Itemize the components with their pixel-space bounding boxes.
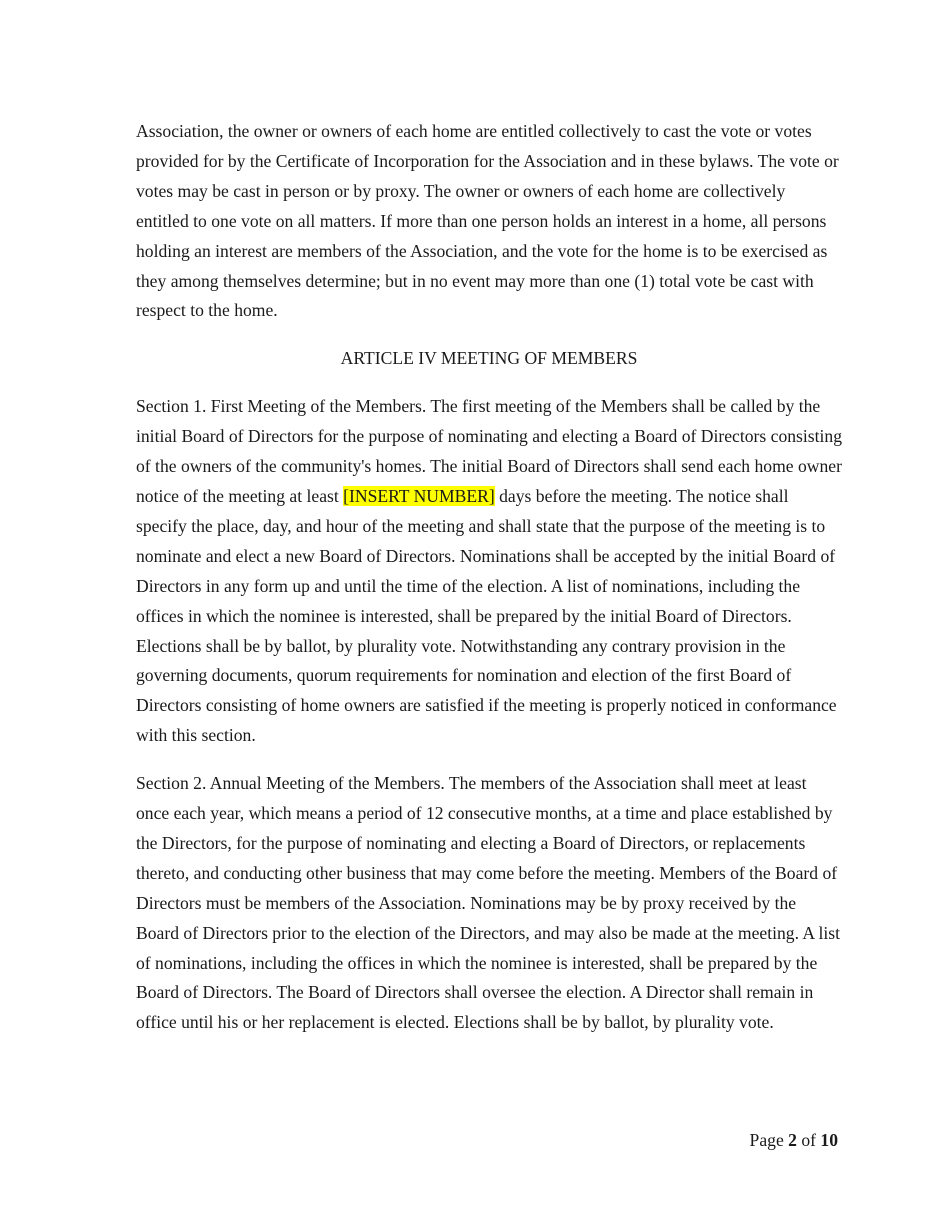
page-body — [136, 117, 842, 1056]
page-label: Page — [749, 1130, 789, 1150]
section-1-text-before: Section 1. First Meeting of the Members. The first meeting of the Members shall be called by the initial Board of Directors for the purpose of nominating and electing a Board of Directors consisting of the owners of the community's homes. The initial Board of Directors shall send each home owner notice of the meeting at least — [136, 396, 843, 506]
total-pages-number: 10 — [820, 1130, 838, 1150]
article-heading: ARTICLE IV MEETING OF MEMBERS — [340, 348, 638, 369]
section-2-paragraph: Section 2. Annual Meeting of the Members. The members of the Association shall meet at least once each year, which means a period of 12 consecutive months, at a time and place established by the Directors, for the purpose of nominating and electing a Board of Directors, or replacements thereto, and conducting other business that may come before the meeting. Members of the Board of Directors must be members of the Association. Nominations may be by proxy received by the Board of Directors prior to the election of the Directors, and may also be made at the meeting. A list of nominations, including the offices in which the nominee is interested, shall be prepared by the Board of Directors. The Board of Directors shall oversee the election. A Director shall remain in office until his or her replacement is elected. Elections shall be by ballot, by plurality vote. — [136, 773, 841, 1033]
section-1-paragraph — [136, 392, 842, 751]
intro-paragraph: Association, the owner or owners of each home are entitled collectively to cast the vote or votes provided for by the Certificate of Incorporation for the Association and in these bylaws. The vote or votes may be cast in person or by proxy. The owner or owners of each home are collectively entitled to one vote on all matters. If more than one person holds an interest in a home, all persons holding an interest are members of the Association, and the vote for the home is to be exercised as they among themselves determine; but in no event may more than one (1) total vote be cast with respect to the home. — [136, 121, 839, 321]
of-label: of — [796, 1130, 821, 1150]
page-number-footer — [750, 1128, 838, 1152]
insert-number-placeholder: [INSERT NUMBER] — [343, 485, 495, 506]
current-page-number: 2 — [788, 1130, 797, 1150]
section-1-text-after: days before the meeting. The notice shall specify the place, day, and hour of the meeting and shall state that the purpose of the meeting is to nominate and elect a new Board of Directors. Nominations shall be accepted by the initial Board of Directors in any form up and until the time of the election. A list of nominations, including the offices in which the nominee is interested, shall be prepared by the initial Board of Directors. Elections shall be by ballot, by plurality vote. Notwithstanding any contrary provision in the governing documents, quorum requirements for nomination and election of the first Board of Directors consisting of home owners are satisfied if the meeting is properly noticed in conformance with this section. — [136, 485, 837, 746]
